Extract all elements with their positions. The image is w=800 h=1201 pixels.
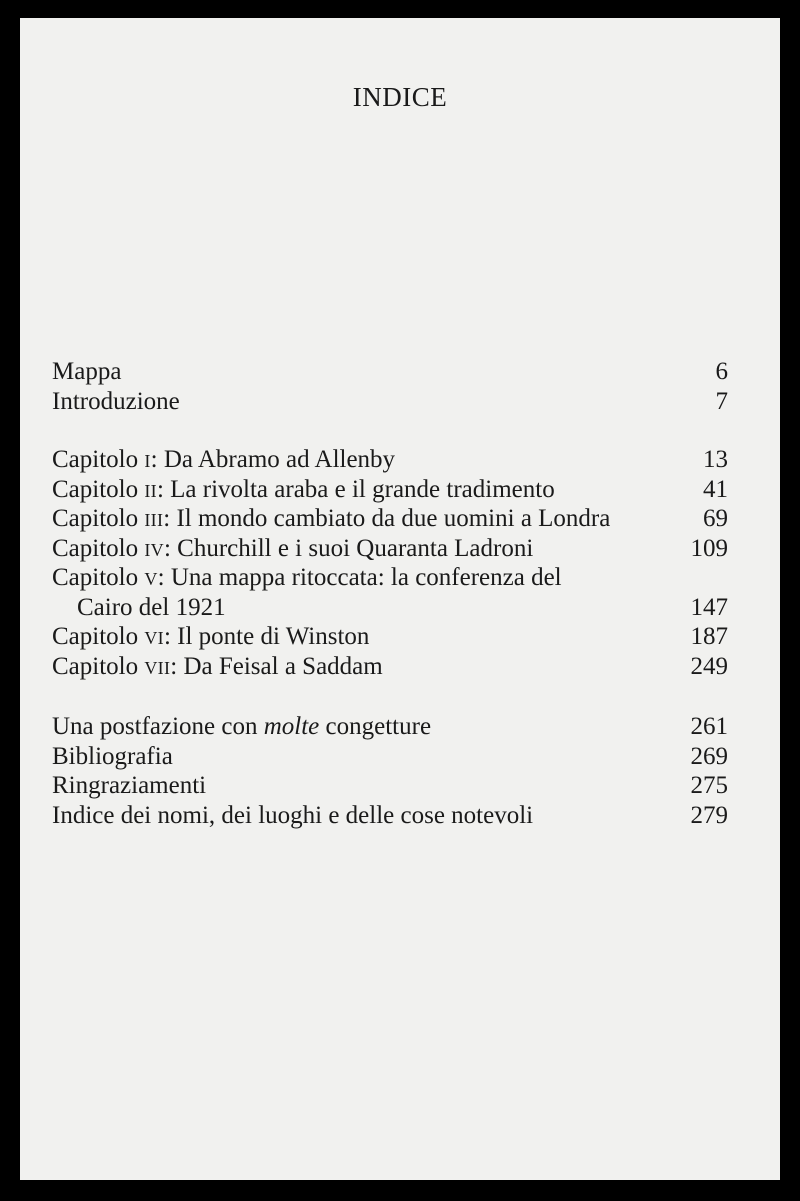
page-title: INDICE xyxy=(352,82,448,112)
toc-entry-label xyxy=(52,504,610,536)
chapter-title: : La rivolta araba e il grande tradimento xyxy=(156,475,555,503)
toc-page-number: 13 xyxy=(703,446,728,473)
toc-back-matter xyxy=(52,712,728,830)
toc-page-number: 41 xyxy=(703,475,728,503)
chapter-prefix: Capitolo xyxy=(52,446,145,473)
chapter-numeral: I xyxy=(144,451,151,471)
chapter-prefix: Capitolo xyxy=(52,623,145,650)
book-page xyxy=(20,18,780,1180)
chapter-title-continued: Cairo del 1921 xyxy=(77,593,226,621)
chapter-numeral: VII xyxy=(144,657,171,678)
toc-entry-chapter-4 xyxy=(52,534,728,564)
toc-front-matter xyxy=(52,357,728,416)
toc-entry-bibliografia xyxy=(52,742,728,772)
toc-entry-label xyxy=(52,563,562,595)
chapter-title: : Il mondo cambiato da due uomini a Londra xyxy=(163,505,611,532)
toc-chapters xyxy=(52,445,728,681)
toc-page-number: 109 xyxy=(690,534,728,562)
chapter-title: : Il ponte di Winston xyxy=(163,623,370,650)
toc-page-number: 7 xyxy=(715,387,728,415)
toc-page-number: 261 xyxy=(690,713,728,740)
chapter-numeral: IV xyxy=(144,539,164,560)
toc-entry-chapter-7 xyxy=(52,652,728,682)
toc-entry-label: Ringraziamenti xyxy=(52,772,207,799)
chapter-title: : Una mappa ritoccata: la conferenza del xyxy=(157,564,562,591)
chapter-numeral: V xyxy=(144,569,158,589)
toc-entry-label: Mappa xyxy=(52,358,122,385)
toc-entry-label xyxy=(52,475,555,507)
toc-entry-label xyxy=(52,622,369,654)
toc-entry-chapter-6 xyxy=(52,622,728,652)
toc-entry-chapter-3 xyxy=(52,504,728,534)
toc-page-number: 269 xyxy=(690,742,728,770)
chapter-prefix: Capitolo xyxy=(52,475,145,503)
toc-entry-introduzione xyxy=(52,387,728,417)
label-part: Una postfazione con xyxy=(52,713,264,740)
toc-page-number: 249 xyxy=(690,652,728,680)
chapter-prefix: Capitolo xyxy=(52,534,145,562)
toc-entry-label xyxy=(52,445,395,477)
toc-entry-indice-nomi xyxy=(52,801,728,831)
chapter-prefix: Capitolo xyxy=(52,505,145,532)
chapter-numeral: VI xyxy=(144,628,164,648)
toc-entry-ringraziamenti xyxy=(52,771,728,801)
toc-entry-label xyxy=(52,652,383,684)
toc-page-number: 187 xyxy=(690,623,728,650)
chapter-numeral: II xyxy=(144,480,157,501)
toc-entry-chapter-5-continued xyxy=(52,593,728,623)
toc-entry-label: Bibliografia xyxy=(52,742,173,770)
toc-entry-chapter-5 xyxy=(52,563,728,593)
toc-entry-chapter-1 xyxy=(52,445,728,475)
toc-entry-label: Indice dei nomi, dei luoghi e delle cose notevoli xyxy=(52,801,534,829)
toc-page-number: 69 xyxy=(703,505,728,532)
toc-page-number: 147 xyxy=(690,593,728,621)
chapter-title: : Churchill e i suoi Quaranta Ladroni xyxy=(163,534,534,562)
chapter-prefix: Capitolo xyxy=(52,564,145,591)
toc-page-number: 6 xyxy=(715,358,728,385)
label-part: congetture xyxy=(319,713,432,740)
toc-entry-chapter-2 xyxy=(52,475,728,505)
chapter-numeral: III xyxy=(144,510,164,530)
chapter-prefix: Capitolo xyxy=(52,652,145,680)
toc-page-number: 275 xyxy=(690,772,728,799)
toc-entry-label: Introduzione xyxy=(52,387,180,415)
chapter-title: : Da Abramo ad Allenby xyxy=(150,446,396,473)
toc-entry-postfazione xyxy=(52,712,728,742)
toc-entry-mappa xyxy=(52,357,728,387)
toc-page-number: 279 xyxy=(690,801,728,829)
chapter-title: : Da Feisal a Saddam xyxy=(170,652,383,680)
label-emphasis: molte xyxy=(263,713,320,740)
toc-entry-label xyxy=(52,712,431,742)
toc-entry-label xyxy=(52,534,533,566)
